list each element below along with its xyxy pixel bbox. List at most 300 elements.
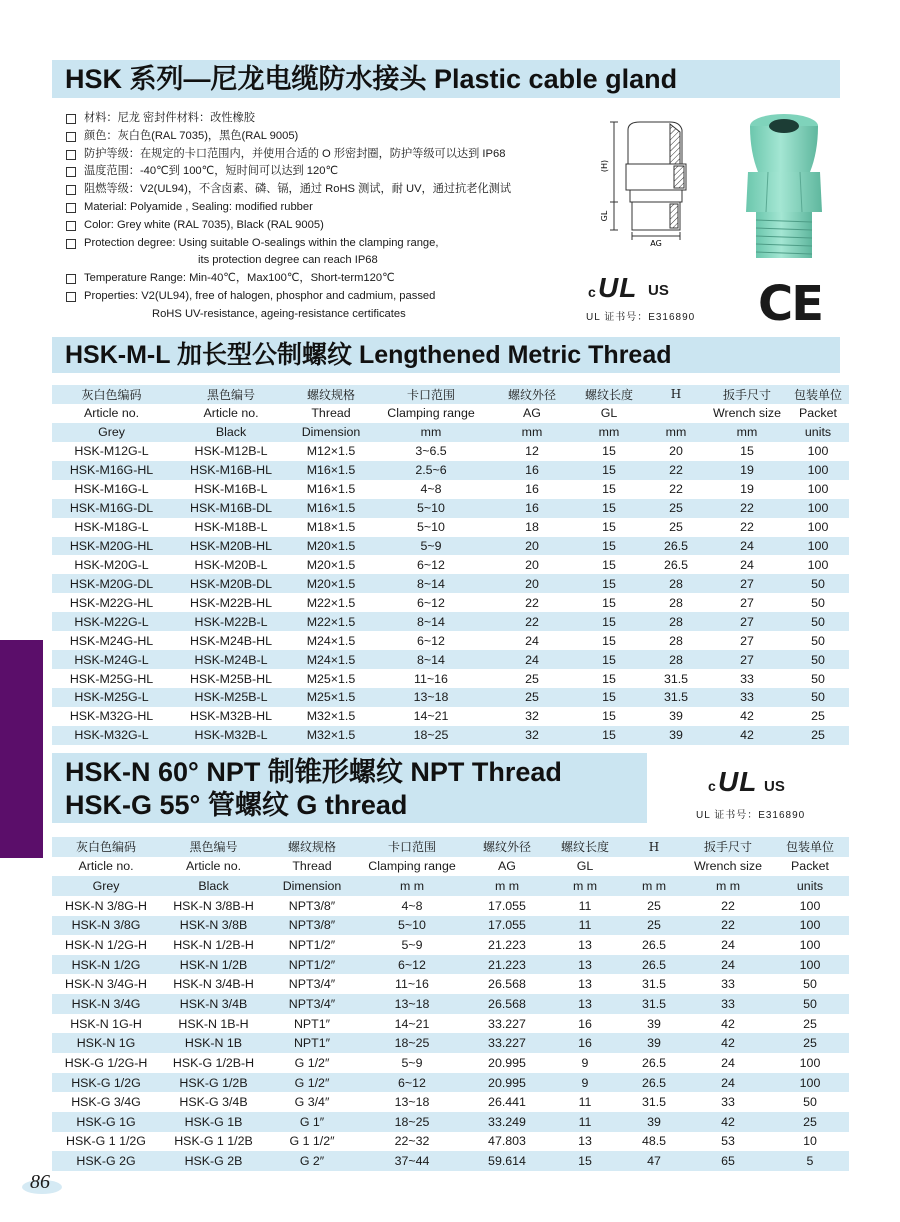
table-row: [52, 1073, 849, 1093]
table-cell: 5: [771, 1151, 849, 1171]
table-cell: 15: [602, 520, 616, 535]
table-cell: HSK-M20G-DL: [52, 574, 171, 593]
table-cell: 26.5: [641, 938, 667, 953]
spec-text: 阻燃等级：V2(UL94)，不含卤素、磷、镉，通过 RoHS 测试，耐 UV，通过抗老化测试: [84, 183, 512, 196]
spec-text: 防护等级：在规定的卡口范围内，并使用合适的 O 形密封圈，防护等级可以达到 IP68: [84, 147, 506, 160]
table-cell: 19: [740, 482, 754, 497]
column-header: Dimension: [267, 876, 357, 896]
checkbox-square-icon: [66, 150, 76, 160]
table-cell: HSK-M18G-L: [74, 520, 149, 535]
column-header: GL: [600, 406, 618, 421]
table-cell: 22: [740, 520, 754, 535]
table-cell: M22×1.5: [306, 595, 356, 610]
column-header: 扳手尺寸: [707, 385, 787, 404]
table-cell: 15: [573, 537, 645, 556]
table-cell: 5~9: [401, 938, 423, 953]
column-header: Article no.: [203, 406, 259, 421]
table-cell: HSK-M25B-HL: [190, 671, 272, 686]
column-header: 包装单位: [787, 385, 849, 404]
table-cell: HSK-M25G-HL: [69, 671, 154, 686]
table-cell: HSK-M16B-L: [194, 482, 268, 497]
table-row: [52, 537, 849, 556]
table-cell: 22: [645, 461, 707, 480]
table-cell: 25: [491, 688, 573, 707]
table-cell: HSK-N 1/2G: [52, 955, 160, 975]
column-header: Grey: [52, 423, 171, 442]
column-header: 包装单位: [771, 837, 849, 857]
table-cell: HSK-M24B-L: [171, 650, 291, 669]
column-header: m m: [623, 876, 685, 896]
table-row: [52, 1151, 849, 1171]
table-row: [52, 974, 849, 994]
table-cell: 100: [787, 537, 849, 556]
table-cell: HSK-N 1/2B-H: [173, 938, 254, 953]
header-row-chinese: [52, 385, 849, 404]
page-number: 86: [30, 1171, 50, 1193]
column-header: Clamping range: [368, 859, 456, 874]
drawing-label-h: (H): [600, 159, 609, 173]
table-row: [52, 896, 849, 916]
table-cell: M16×1.5: [291, 499, 371, 518]
table-row: [52, 555, 849, 574]
table-row: [52, 688, 849, 707]
table-cell: 50: [811, 671, 825, 686]
gland-drawing: [590, 118, 720, 250]
table-row: [52, 518, 849, 537]
table-cell: 13: [578, 977, 592, 992]
spec-text: Protection degree: Using suitable O-sealings within the clamping range,: [84, 236, 439, 249]
column-header: 黑色编号: [160, 837, 267, 857]
table-cell: 24: [491, 650, 573, 669]
table-cell: 13~18: [357, 994, 467, 1014]
column-header: 螺纹规格: [267, 837, 357, 857]
spec-item: [66, 181, 511, 199]
table-cell: HSK-G 1/2B-H: [172, 1055, 255, 1070]
column-header: 黑色编号: [171, 385, 291, 404]
table-cell: 6~12: [357, 1073, 467, 1093]
table-cell: 32: [525, 709, 539, 724]
table-cell: 8~14: [371, 650, 491, 669]
table-cell: 42: [685, 1033, 771, 1053]
table-cell: 32: [491, 726, 573, 745]
table-cell: 25: [811, 709, 825, 724]
table-row: [52, 935, 849, 955]
table-cell: 4~8: [420, 482, 442, 497]
table-cell: M25×1.5: [306, 671, 356, 686]
table-cell: 18~25: [357, 1112, 467, 1132]
checkbox-square-icon: [66, 274, 76, 284]
table-cell: 15: [602, 557, 616, 572]
column-header: Packet: [799, 406, 837, 421]
table-cell: M32×1.5: [291, 726, 371, 745]
column-header: mm: [491, 423, 573, 442]
table-row: [52, 461, 849, 480]
column-header: Dimension: [291, 423, 371, 442]
spec-item: [66, 217, 511, 235]
table-cell: 50: [811, 595, 825, 610]
table-cell: HSK-N 1/2B: [160, 955, 267, 975]
table-row: [52, 1053, 849, 1073]
column-header: 卡口范围: [357, 837, 467, 857]
table-cell: 15: [602, 709, 616, 724]
table-cell: HSK-G 1 1/2G: [66, 1134, 146, 1149]
table-cell: 100: [787, 499, 849, 518]
table-cell: 25: [623, 916, 685, 936]
column-header: m m: [547, 876, 623, 896]
table-cell: NPT3/4″: [288, 977, 336, 992]
table-cell: 33: [685, 994, 771, 1014]
table-row: [52, 499, 849, 518]
table-cell: 31.5: [641, 1095, 667, 1110]
table-cell: 5~9: [371, 537, 491, 556]
table-cell: 4~8: [401, 898, 423, 913]
column-header: Thread: [292, 859, 332, 874]
table-cell: 27: [740, 633, 754, 648]
spec-item: [66, 306, 511, 324]
table-row: [52, 1132, 849, 1152]
table-cell: 20: [669, 444, 683, 459]
column-header: Article no.: [185, 859, 242, 874]
table-cell: 13: [578, 938, 592, 953]
checkbox-square-icon: [66, 132, 76, 142]
table-cell: 59.614: [467, 1151, 547, 1171]
spec-text: its protection degree can reach IP68: [198, 254, 378, 267]
table-cell: 33.227: [488, 1016, 526, 1031]
table-cell: 20: [491, 574, 573, 593]
spec-text: Material: Polyamide , Sealing: modified rubber: [84, 200, 313, 213]
table-row: [52, 1033, 849, 1053]
column-header: mm: [645, 423, 707, 442]
column-header: [645, 404, 707, 423]
spec-text: 材料：尼龙 密封件材料：改性橡胶: [84, 112, 255, 124]
column-header: mm: [707, 423, 787, 442]
table-cell: HSK-N 3/4G: [52, 994, 160, 1014]
table-cell: G 2″: [267, 1151, 357, 1171]
table-cell: 13: [547, 955, 623, 975]
table-cell: 6~12: [417, 595, 445, 610]
table-cell: NPT1/2″: [267, 955, 357, 975]
table-cell: G 1″: [267, 1112, 357, 1132]
spec-item: [66, 110, 511, 128]
table-cell: HSK-M16B-DL: [171, 499, 291, 518]
header-row-chinese: [52, 837, 849, 857]
column-header: m m: [357, 876, 467, 896]
column-header: H: [623, 837, 685, 857]
column-header: 螺纹长度: [573, 385, 645, 404]
table-cell: 25: [803, 1016, 817, 1031]
table-cell: NPT1″: [293, 1016, 331, 1031]
table-cell: HSK-G 3/4B: [179, 1095, 248, 1110]
spec-text: Temperature Range: Min-40℃，Max100℃，Short-term120℃: [84, 272, 395, 285]
table-cell: HSK-M32G-L: [52, 726, 171, 745]
table-cell: 5~10: [357, 916, 467, 936]
table-row: [52, 593, 849, 612]
table-cell: 22: [525, 595, 539, 610]
table-cell: 25: [669, 520, 683, 535]
table-cell: 26.5: [623, 955, 685, 975]
table-cell: 27: [707, 574, 787, 593]
table-cell: 50: [811, 633, 825, 648]
table-metric: [52, 385, 849, 745]
table-cell: 21.223: [488, 938, 526, 953]
table-cell: 22: [721, 898, 735, 913]
drawing-label-gl: GL: [600, 210, 609, 222]
table-cell: 22: [707, 499, 787, 518]
table-cell: G 1/2″: [267, 1073, 357, 1093]
side-color-tab: [0, 640, 43, 858]
table-cell: 100: [787, 461, 849, 480]
table-cell: HSK-N 3/8G-H: [65, 898, 147, 913]
table-cell: 16: [491, 499, 573, 518]
table-cell: HSK-M18B-L: [194, 520, 268, 535]
table-cell: 24: [707, 537, 787, 556]
checkbox-square-icon: [66, 239, 76, 249]
table-cell: M24×1.5: [291, 650, 371, 669]
column-header: 扳手尺寸: [685, 837, 771, 857]
table-cell: HSK-G 1/2G: [52, 1073, 160, 1093]
table-cell: HSK-G 1 1/2B: [174, 1134, 253, 1149]
table-cell: 48.5: [641, 1134, 667, 1149]
column-header: m m: [467, 876, 547, 896]
table-cell: 20.995: [488, 1055, 526, 1070]
spec-text: 颜色：灰白色(RAL 7035)，黑色(RAL 9005): [84, 129, 299, 142]
table-cell: 42: [685, 1112, 771, 1132]
table-cell: 26.5: [663, 557, 689, 572]
drawing-label-ag: AG: [650, 239, 662, 248]
column-header: 螺纹规格: [291, 385, 371, 404]
table-cell: 25: [787, 726, 849, 745]
table-cell: 18~25: [371, 726, 491, 745]
page-title: HSK 系列—尼龙电缆防水接头 Plastic cable gland: [65, 64, 678, 94]
table-cell: 33: [740, 671, 754, 686]
section-n-title: HSK-N 60° NPT 制锥形螺纹 NPT Thread: [65, 757, 562, 787]
table-cell: 24: [740, 557, 754, 572]
table-cell: 3~6.5: [415, 444, 447, 459]
table-cell: 6~12: [417, 633, 445, 648]
table-cell: 13: [547, 994, 623, 1014]
table-cell: 15: [547, 1151, 623, 1171]
spec-item: [66, 199, 511, 217]
table-cell: 11: [578, 1095, 592, 1110]
column-header: 灰白色编码: [52, 385, 171, 404]
table-cell: HSK-N 3/4G-H: [65, 977, 147, 992]
table-cell: 25: [645, 499, 707, 518]
table-row: [52, 707, 849, 726]
table-cell: 26.5: [623, 1073, 685, 1093]
table-row: [52, 916, 849, 936]
table-cell: 16: [491, 461, 573, 480]
table-cell: G 1 1/2″: [289, 1134, 335, 1149]
table-cell: 15: [740, 444, 754, 459]
table-cell: 39: [669, 709, 683, 724]
table-cell: 5~10: [371, 499, 491, 518]
table-cell: 50: [787, 612, 849, 631]
table-cell: 11: [547, 916, 623, 936]
table-row: [52, 612, 849, 631]
table-cell: 33: [721, 1095, 735, 1110]
table-cell: HSK-M22G-L: [52, 612, 171, 631]
table-cell: 11: [578, 898, 592, 913]
spec-item: [66, 252, 511, 270]
table-cell: HSK-M22G-HL: [69, 595, 154, 610]
table-cell: 20: [491, 537, 573, 556]
table-cell: 39: [645, 726, 707, 745]
table-cell: 50: [803, 1095, 817, 1110]
table-cell: HSK-M20B-HL: [171, 537, 291, 556]
spec-item: [66, 128, 511, 146]
table-cell: 42: [707, 726, 787, 745]
column-header: GL: [576, 859, 594, 874]
table-cell: 100: [771, 916, 849, 936]
table-cell: HSK-G 1B: [160, 1112, 267, 1132]
table-cell: M24×1.5: [306, 633, 356, 648]
table-cell: HSK-M20B-L: [194, 557, 268, 572]
table-cell: 14~21: [394, 1016, 430, 1031]
table-cell: 100: [771, 955, 849, 975]
table-cell: 15: [602, 595, 616, 610]
table-cell: 42: [740, 709, 754, 724]
table-cell: 15: [602, 444, 616, 459]
table-cell: HSK-M25G-L: [52, 688, 171, 707]
table-cell: 100: [799, 898, 821, 913]
table-row: [52, 480, 849, 499]
table-cell: HSK-N 3/8B: [160, 916, 267, 936]
table-row: [52, 442, 849, 461]
table-cell: HSK-M16G-HL: [52, 461, 171, 480]
spec-item: [66, 235, 511, 253]
table-cell: 12: [525, 444, 539, 459]
header-row-units: [52, 423, 849, 442]
table-cell: 26.441: [488, 1095, 526, 1110]
table-cell: 8~14: [371, 612, 491, 631]
table-cell: HSK-M16G-L: [74, 482, 149, 497]
table-cell: HSK-M12G-L: [74, 444, 149, 459]
table-cell: 28: [645, 650, 707, 669]
table-cell: 31.5: [663, 671, 689, 686]
section-m-band: [52, 337, 840, 373]
spec-text: Properties: V2(UL94), free of halogen, phosphor and cadmium, passed: [84, 289, 436, 302]
table-cell: 15: [602, 482, 616, 497]
table-cell: HSK-N 3/4B-H: [173, 977, 254, 992]
column-header: Article no.: [78, 859, 134, 874]
table-cell: 16: [547, 1033, 623, 1053]
table-row: [52, 574, 849, 593]
table-row: [52, 669, 849, 688]
table-cell: 21.223: [467, 955, 547, 975]
table-cell: 100: [807, 520, 829, 535]
table-cell: 15: [602, 633, 616, 648]
column-header: 卡口范围: [371, 385, 491, 404]
table-cell: 33.249: [467, 1112, 547, 1132]
table-cell: 100: [807, 444, 829, 459]
table-cell: 11~16: [395, 977, 429, 992]
table-cell: HSK-G 1/2B: [160, 1073, 267, 1093]
table-cell: M20×1.5: [306, 557, 356, 572]
table-row: [52, 1092, 849, 1112]
table-cell: HSK-M12B-L: [194, 444, 268, 459]
table-cell: 27: [740, 595, 754, 610]
table-cell: M20×1.5: [291, 574, 371, 593]
table-cell: G 3/4″: [294, 1095, 330, 1110]
table-cell: 33.227: [467, 1033, 547, 1053]
table-cell: 15: [573, 650, 645, 669]
table-cell: 100: [799, 1055, 821, 1070]
table-cell: 28: [645, 574, 707, 593]
table-cell: 20.995: [467, 1073, 547, 1093]
table-cell: NPT3/8″: [288, 898, 336, 913]
table-cell: 24: [525, 633, 539, 648]
table-cell: 9: [581, 1055, 589, 1070]
table-cell: NPT3/4″: [267, 994, 357, 1014]
header-row-english: [52, 857, 849, 877]
table-cell: 15: [573, 688, 645, 707]
table-cell: 50: [771, 994, 849, 1014]
table-cell: 11: [547, 1112, 623, 1132]
checkbox-square-icon: [66, 221, 76, 231]
column-header: Wrench size: [694, 859, 762, 874]
table-cell: 24: [685, 955, 771, 975]
column-header: Black: [171, 423, 291, 442]
ul-cert-text-1: UL 证书号：E316890: [586, 312, 696, 323]
table-cell: 39: [647, 1016, 661, 1031]
table-cell: 31.5: [641, 977, 667, 992]
column-header: m m: [685, 876, 771, 896]
column-header: H: [645, 385, 707, 404]
table-cell: 18: [525, 520, 539, 535]
table-cell: HSK-G 3/4G: [71, 1095, 141, 1110]
table-cell: HSK-N 3/4B: [160, 994, 267, 1014]
table-cell: 24: [685, 1073, 771, 1093]
table-cell: 14~21: [413, 709, 449, 724]
table-cell: 15: [573, 726, 645, 745]
table-cell: HSK-M24G-L: [52, 650, 171, 669]
column-header: Thread: [311, 406, 351, 421]
table-cell: 27: [707, 650, 787, 669]
table-cell: HSK-M22B-L: [171, 612, 291, 631]
column-header: Black: [160, 876, 267, 896]
table-cell: 9: [547, 1073, 623, 1093]
table-cell: 31.5: [623, 994, 685, 1014]
table-cell: HSK-M20B-DL: [171, 574, 291, 593]
table-cell: HSK-M24G-HL: [69, 633, 154, 648]
table-row: [52, 994, 849, 1014]
spec-item: [66, 146, 511, 164]
table-cell: 25: [525, 671, 539, 686]
table-cell: 15: [573, 612, 645, 631]
table-cell: 28: [669, 595, 683, 610]
column-header: Article no.: [83, 406, 140, 421]
table-cell: 26.5: [645, 537, 707, 556]
table-cell: HSK-G 1/2G-H: [64, 1055, 148, 1070]
table-cell: HSK-M16B-HL: [171, 461, 291, 480]
section-m-title: HSK-M-L 加长型公制螺纹 Lengthened Metric Thread: [65, 341, 672, 369]
table-cell: NPT3/8″: [267, 916, 357, 936]
table-row: [52, 631, 849, 650]
spec-item: [66, 270, 511, 288]
table-cell: 6~12: [357, 955, 467, 975]
table-cell: HSK-M20G-L: [74, 557, 149, 572]
table-cell: 16: [525, 482, 539, 497]
section-ng-band: [52, 753, 647, 823]
table-cell: 15: [573, 461, 645, 480]
table-cell: HSK-N 3/8B-H: [173, 898, 254, 913]
column-header: AG: [523, 406, 541, 421]
table-cell: 50: [787, 574, 849, 593]
table-cell: 20: [525, 557, 539, 572]
column-header: [623, 857, 685, 877]
table-cell: 39: [623, 1112, 685, 1132]
table-cell: 15: [573, 574, 645, 593]
